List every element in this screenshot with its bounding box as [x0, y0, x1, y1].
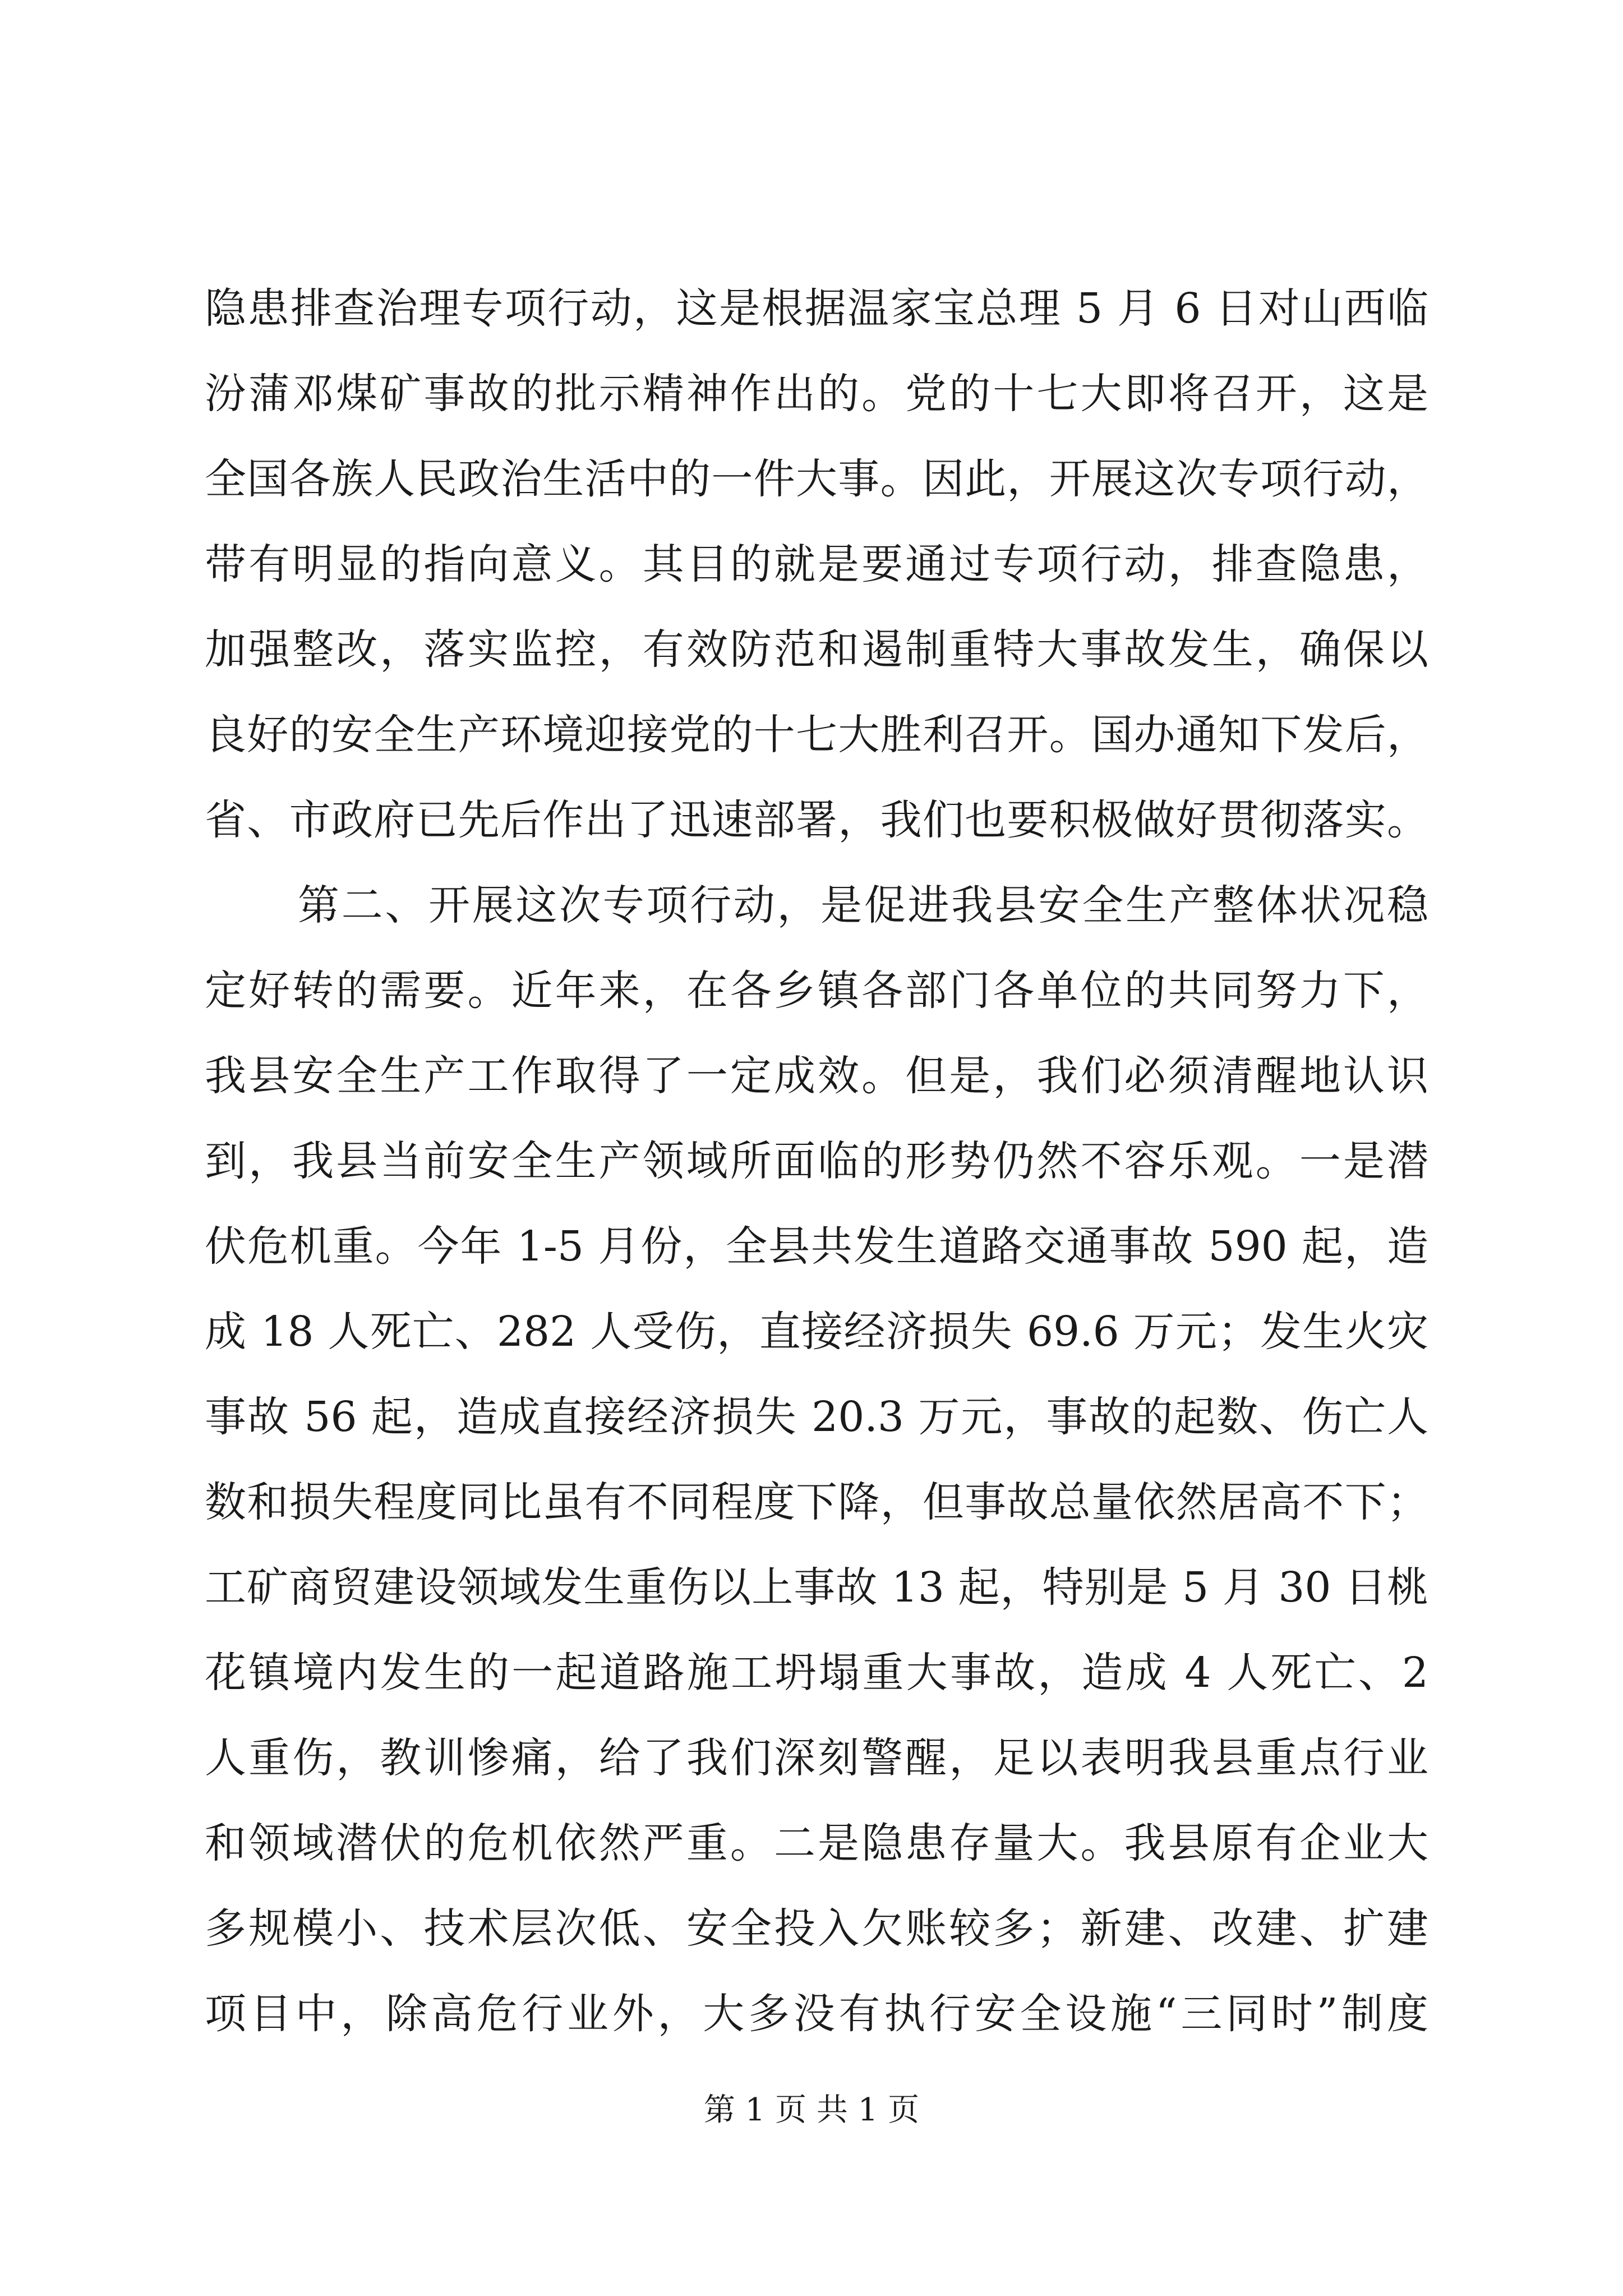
paragraph-2-line-9: 工矿商贸建设领域发生重伤以上事故 13 起，特别是 5 月 30 日桃 [205, 1563, 1428, 1612]
paragraph-1-line-2: 汾蒲邓煤矿事故的批示精神作出的。党的十七大即将召开，这是 [205, 370, 1428, 418]
paragraph-1-line-5: 加强整改，落实监控，有效防范和遏制重特大事故发生，确保以 [205, 625, 1428, 674]
paragraph-1-line-4: 带有明显的指向意义。其目的就是要通过专项行动，排查隐患， [205, 540, 1428, 588]
paragraph-2-line-4: 到，我县当前安全生产领域所面临的形势仍然不容乐观。一是潜 [205, 1137, 1428, 1185]
paragraph-2-line-5: 伏危机重。今年 1-5 月份，全县共发生道路交通事故 590 起，造 [205, 1222, 1428, 1271]
paragraph-2-line-3: 我县安全生产工作取得了一定成效。但是，我们必须清醒地认识 [205, 1052, 1428, 1100]
paragraph-2-line-8: 数和损失程度同比虽有不同程度下降，但事故总量依然居高不下； [205, 1478, 1428, 1526]
paragraph-1-line-7: 省、市政府已先后作出了迅速部署，我们也要积极做好贯彻落实。 [205, 796, 1428, 844]
page-footer: 第 1 页 共 1 页 [703, 2092, 920, 2128]
paragraph-2-line-6: 成 18 人死亡、282 人受伤，直接经济损失 69.6 万元；发生火灾 [205, 1308, 1428, 1356]
paragraph-2-line-11: 人重伤，教训惨痛，给了我们深刻警醒，足以表明我县重点行业 [205, 1734, 1428, 1782]
paragraph-2-line-10: 花镇境内发生的一起道路施工坍塌重大事故，造成 4 人死亡、2 [205, 1649, 1428, 1697]
paragraph-1-line-3: 全国各族人民政治生活中的一件大事。因此，开展这次专项行动， [205, 455, 1428, 503]
paragraph-2-line-13: 多规模小、技术层次低、安全投入欠账较多；新建、改建、扩建 [205, 1904, 1428, 1953]
paragraph-2-line-12: 和领域潜伏的危机依然严重。二是隐患存量大。我县原有企业大 [205, 1819, 1428, 1867]
paragraph-2-line-14: 项目中，除高危行业外，大多没有执行安全设施“三同时”制度 [205, 1990, 1428, 2038]
paragraph-2-line-2: 定好转的需要。近年来，在各乡镇各部门各单位的共同努力下， [205, 967, 1428, 1015]
paragraph-1-line-1: 隐患排查治理专项行动，这是根据温家宝总理 5 月 6 日对山西临 [205, 284, 1428, 333]
paragraph-1-line-6: 良好的安全生产环境迎接党的十七大胜利召开。国办通知下发后， [205, 711, 1428, 759]
paragraph-2-line-1: 第二、开展这次专项行动，是促进我县安全生产整体状况稳 [298, 881, 1428, 930]
paragraph-2-line-7: 事故 56 起，造成直接经济损失 20.3 万元，事故的起数、伤亡人 [205, 1393, 1428, 1441]
